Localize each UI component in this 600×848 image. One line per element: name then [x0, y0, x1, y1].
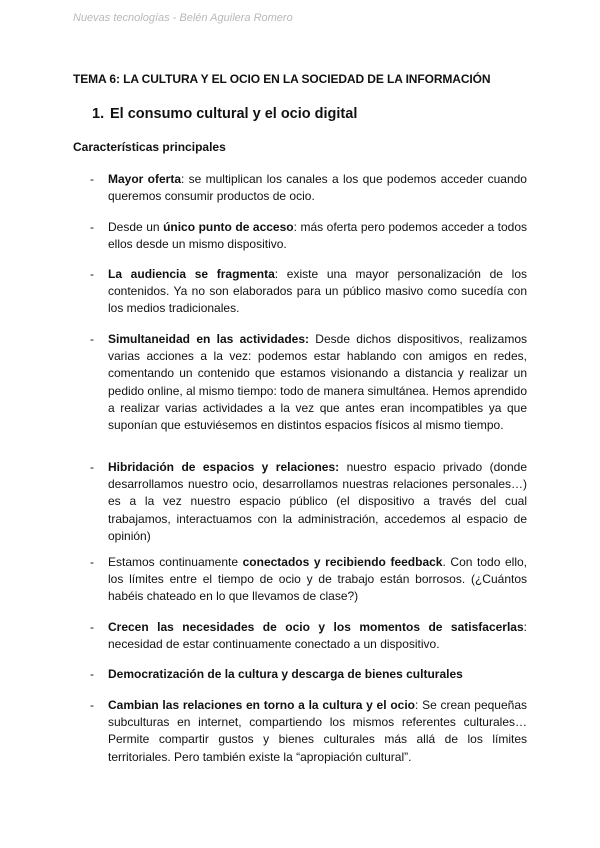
section-title: El consumo cultural y el ocio digital: [110, 106, 358, 122]
bullet-dash: -: [90, 460, 94, 474]
list-item-bold: Hibridación de espacios y relaciones:: [108, 460, 340, 474]
list-item-text: Crecen las necesidades de ocio y los momentos de satisfacerlas: necesidad de estar continuamente conectado a un dispositivo.: [108, 620, 527, 652]
bullet-dash: -: [90, 220, 94, 234]
list-item: [90, 666, 527, 683]
list-item-bold: conectados y recibiendo feedback: [242, 555, 443, 569]
list-item: [90, 266, 527, 318]
list-item-bold: Mayor oferta: [108, 172, 181, 186]
subheading: Características principales: [73, 140, 226, 154]
page-header: Nuevas tecnologías - Belén Aguilera Romero: [73, 12, 293, 24]
bullet-dash: -: [90, 698, 94, 712]
bullet-dash: -: [90, 267, 94, 281]
list-item-bold: único punto de acceso: [163, 220, 294, 234]
list-item-text: [108, 666, 527, 683]
list-item-bold: Crecen las necesidades de ocio y los momentos de satisfacerlas: [108, 620, 524, 634]
list-item-text: Simultaneidad en las actividades: Desde dichos dispositivos, realizamos varias acciones a la vez: podemos estar hablando con amigos en redes, comentando un contenido que estamos visionando a distancia y realizar un pedido online, al mismo tiempo: todo de manera simultánea. Hemos aprendido a realizar varias actividades a la vez que antes eran incompatibles ya que suponían que estuviésemos en distintos espacios físicos al mismo tiempo.: [108, 332, 527, 433]
bullet-dash: -: [90, 620, 94, 634]
list-item-text: La audiencia se fragmenta: existe una mayor personalización de los contenidos. Ya no son elaborados para un público masivo como sucedía con los medios tradicionales.: [108, 267, 527, 316]
list-item: [90, 697, 527, 766]
bullet-dash: -: [90, 172, 94, 186]
list-item-bold: Cambian las relaciones en torno a la cultura y el ocio: [108, 698, 415, 712]
list-item: [90, 171, 527, 205]
list-item-text: Estamos continuamente conectados y recibiendo feedback. Con todo ello, los límites entre el tiempo de ocio y de trabajo están borrosos. (¿Cuántos habéis chateado en lo que llevamos de clase?): [108, 555, 527, 604]
bullet-dash: -: [90, 332, 94, 346]
list-item: [90, 554, 527, 606]
bullet-dash: -: [90, 555, 94, 569]
list-item: [90, 619, 527, 653]
document-title: TEMA 6: LA CULTURA Y EL OCIO EN LA SOCIEDAD DE LA INFORMACIÓN: [73, 72, 491, 86]
list-item: [90, 331, 527, 434]
list-item-text: Cambian las relaciones en torno a la cultura y el ocio: Se crean pequeñas subculturas en internet, compartiendo los mismos referentes culturales… Permite compartir gustos y bienes culturales más allá de los límites territoriales. Pero también existe la “apropiación cultural”.: [108, 698, 527, 764]
list-item-bold: La audiencia se fragmenta: [108, 267, 275, 281]
section-number: 1.: [92, 106, 105, 122]
list-item-text: Mayor oferta: se multiplican los canales a los que podemos acceder cuando queremos consumir productos de ocio.: [108, 172, 527, 204]
list-item-bold: Democratización de la cultura y descarga de bienes culturales: [108, 667, 463, 681]
list-item-text: Hibridación de espacios y relaciones: nuestro espacio privado (donde desarrollamos nuestro ocio, desarrollamos nuestras relaciones personales…) es a la vez nuestro espacio público (el dispositivo a través del cual trabajamos, interactuamos con la administración, accedemos al espacio de opinión): [108, 460, 527, 543]
bullet-dash: -: [90, 667, 94, 681]
list-item-text: Desde un único punto de acceso: más oferta pero podemos acceder a todos ellos desde un mismo dispositivo.: [108, 220, 527, 252]
list-item-bold: Simultaneidad en las actividades:: [108, 332, 309, 346]
section-heading: [92, 106, 357, 122]
list-item: [90, 459, 527, 545]
list-item: [90, 219, 527, 253]
